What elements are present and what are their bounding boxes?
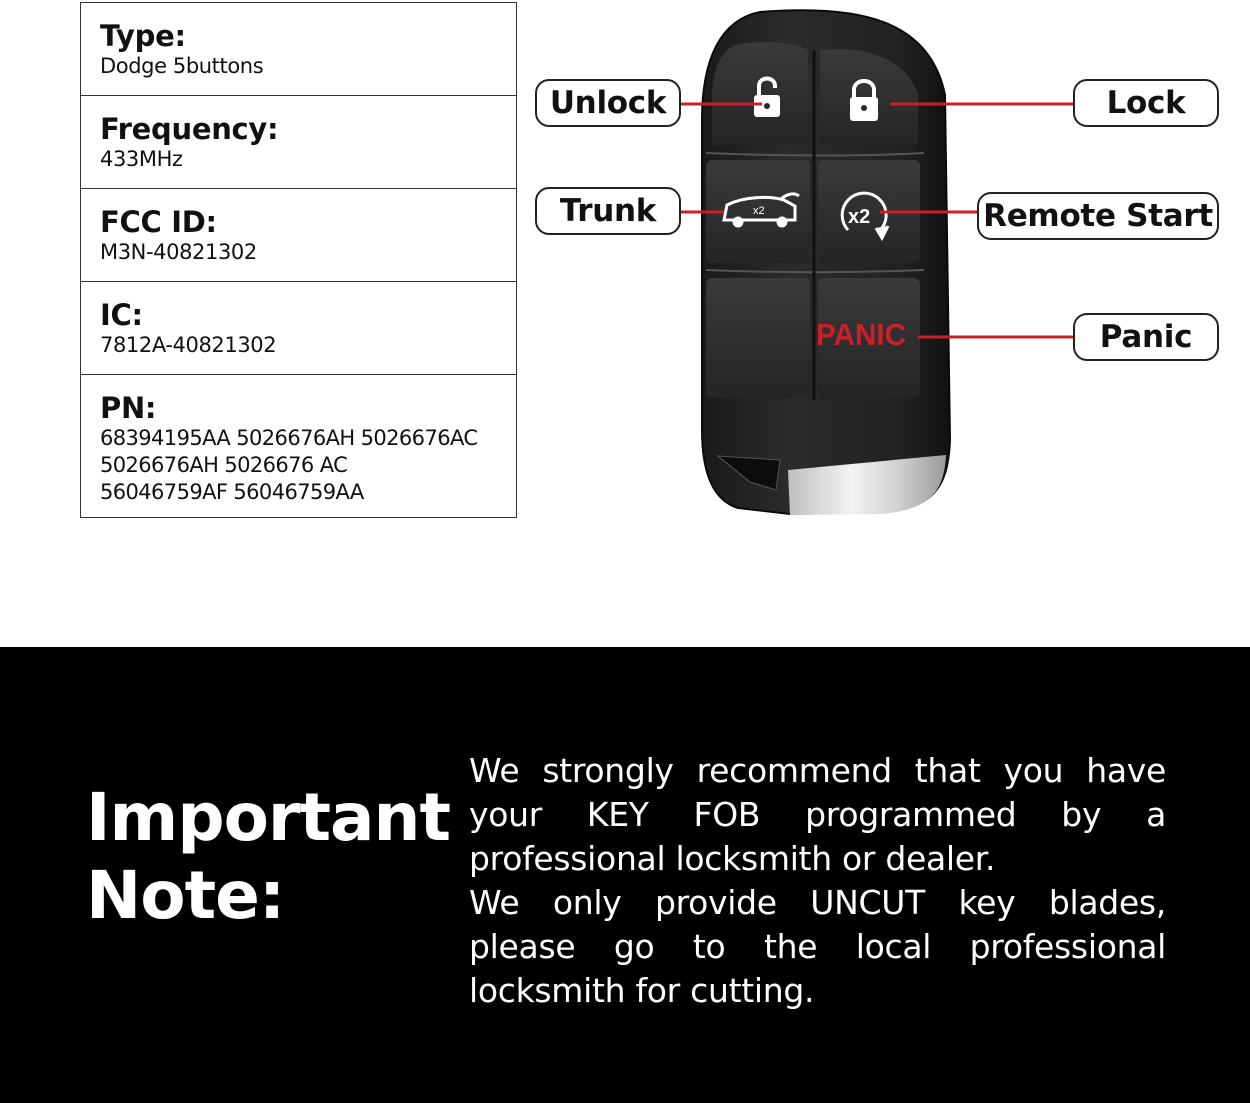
- note-title-line: Note:: [86, 857, 285, 934]
- important-note-panel: [0, 647, 1250, 1103]
- spec-label: FCC ID:: [100, 205, 217, 239]
- lock-callout: Lock: [1073, 79, 1219, 127]
- trunk-callout: Trunk: [535, 187, 681, 235]
- note-paragraph: We only provide UNCUT key blades, please go to the local professional locksmith for cutting.: [469, 883, 1166, 1010]
- panic-text: PANIC: [816, 317, 906, 352]
- remote-start-x2-label: x2: [848, 206, 871, 228]
- blank-button: [706, 278, 810, 398]
- spec-value: 7812A-40821302: [100, 333, 277, 357]
- part-number-line: 68394195AA 5026676AH 5026676AC: [100, 426, 478, 450]
- trunk-x2-label: x2: [753, 205, 765, 217]
- note-body: [469, 749, 1166, 1013]
- part-number-line: 56046759AF 56046759AA: [100, 480, 364, 504]
- spec-label: Frequency:: [100, 112, 279, 146]
- note-title: [86, 779, 450, 935]
- spec-label: Type:: [100, 19, 186, 53]
- spec-value: Dodge 5buttons: [100, 54, 264, 78]
- spec-value: 433MHz: [100, 147, 183, 171]
- part-number-line: 5026676AH 5026676 AC: [100, 453, 348, 477]
- remote-start-callout: Remote Start: [977, 192, 1219, 240]
- panic-callout: Panic: [1073, 313, 1219, 361]
- spec-label: IC:: [100, 298, 143, 332]
- unlock-callout: Unlock: [535, 79, 681, 127]
- spec-value: M3N-40821302: [100, 240, 257, 264]
- spec-label: PN:: [100, 391, 157, 425]
- note-title-line: Important: [86, 779, 451, 856]
- note-paragraph: We strongly recommend that you have your KEY FOB programmed by a professional locksmith or dealer.: [469, 751, 1166, 878]
